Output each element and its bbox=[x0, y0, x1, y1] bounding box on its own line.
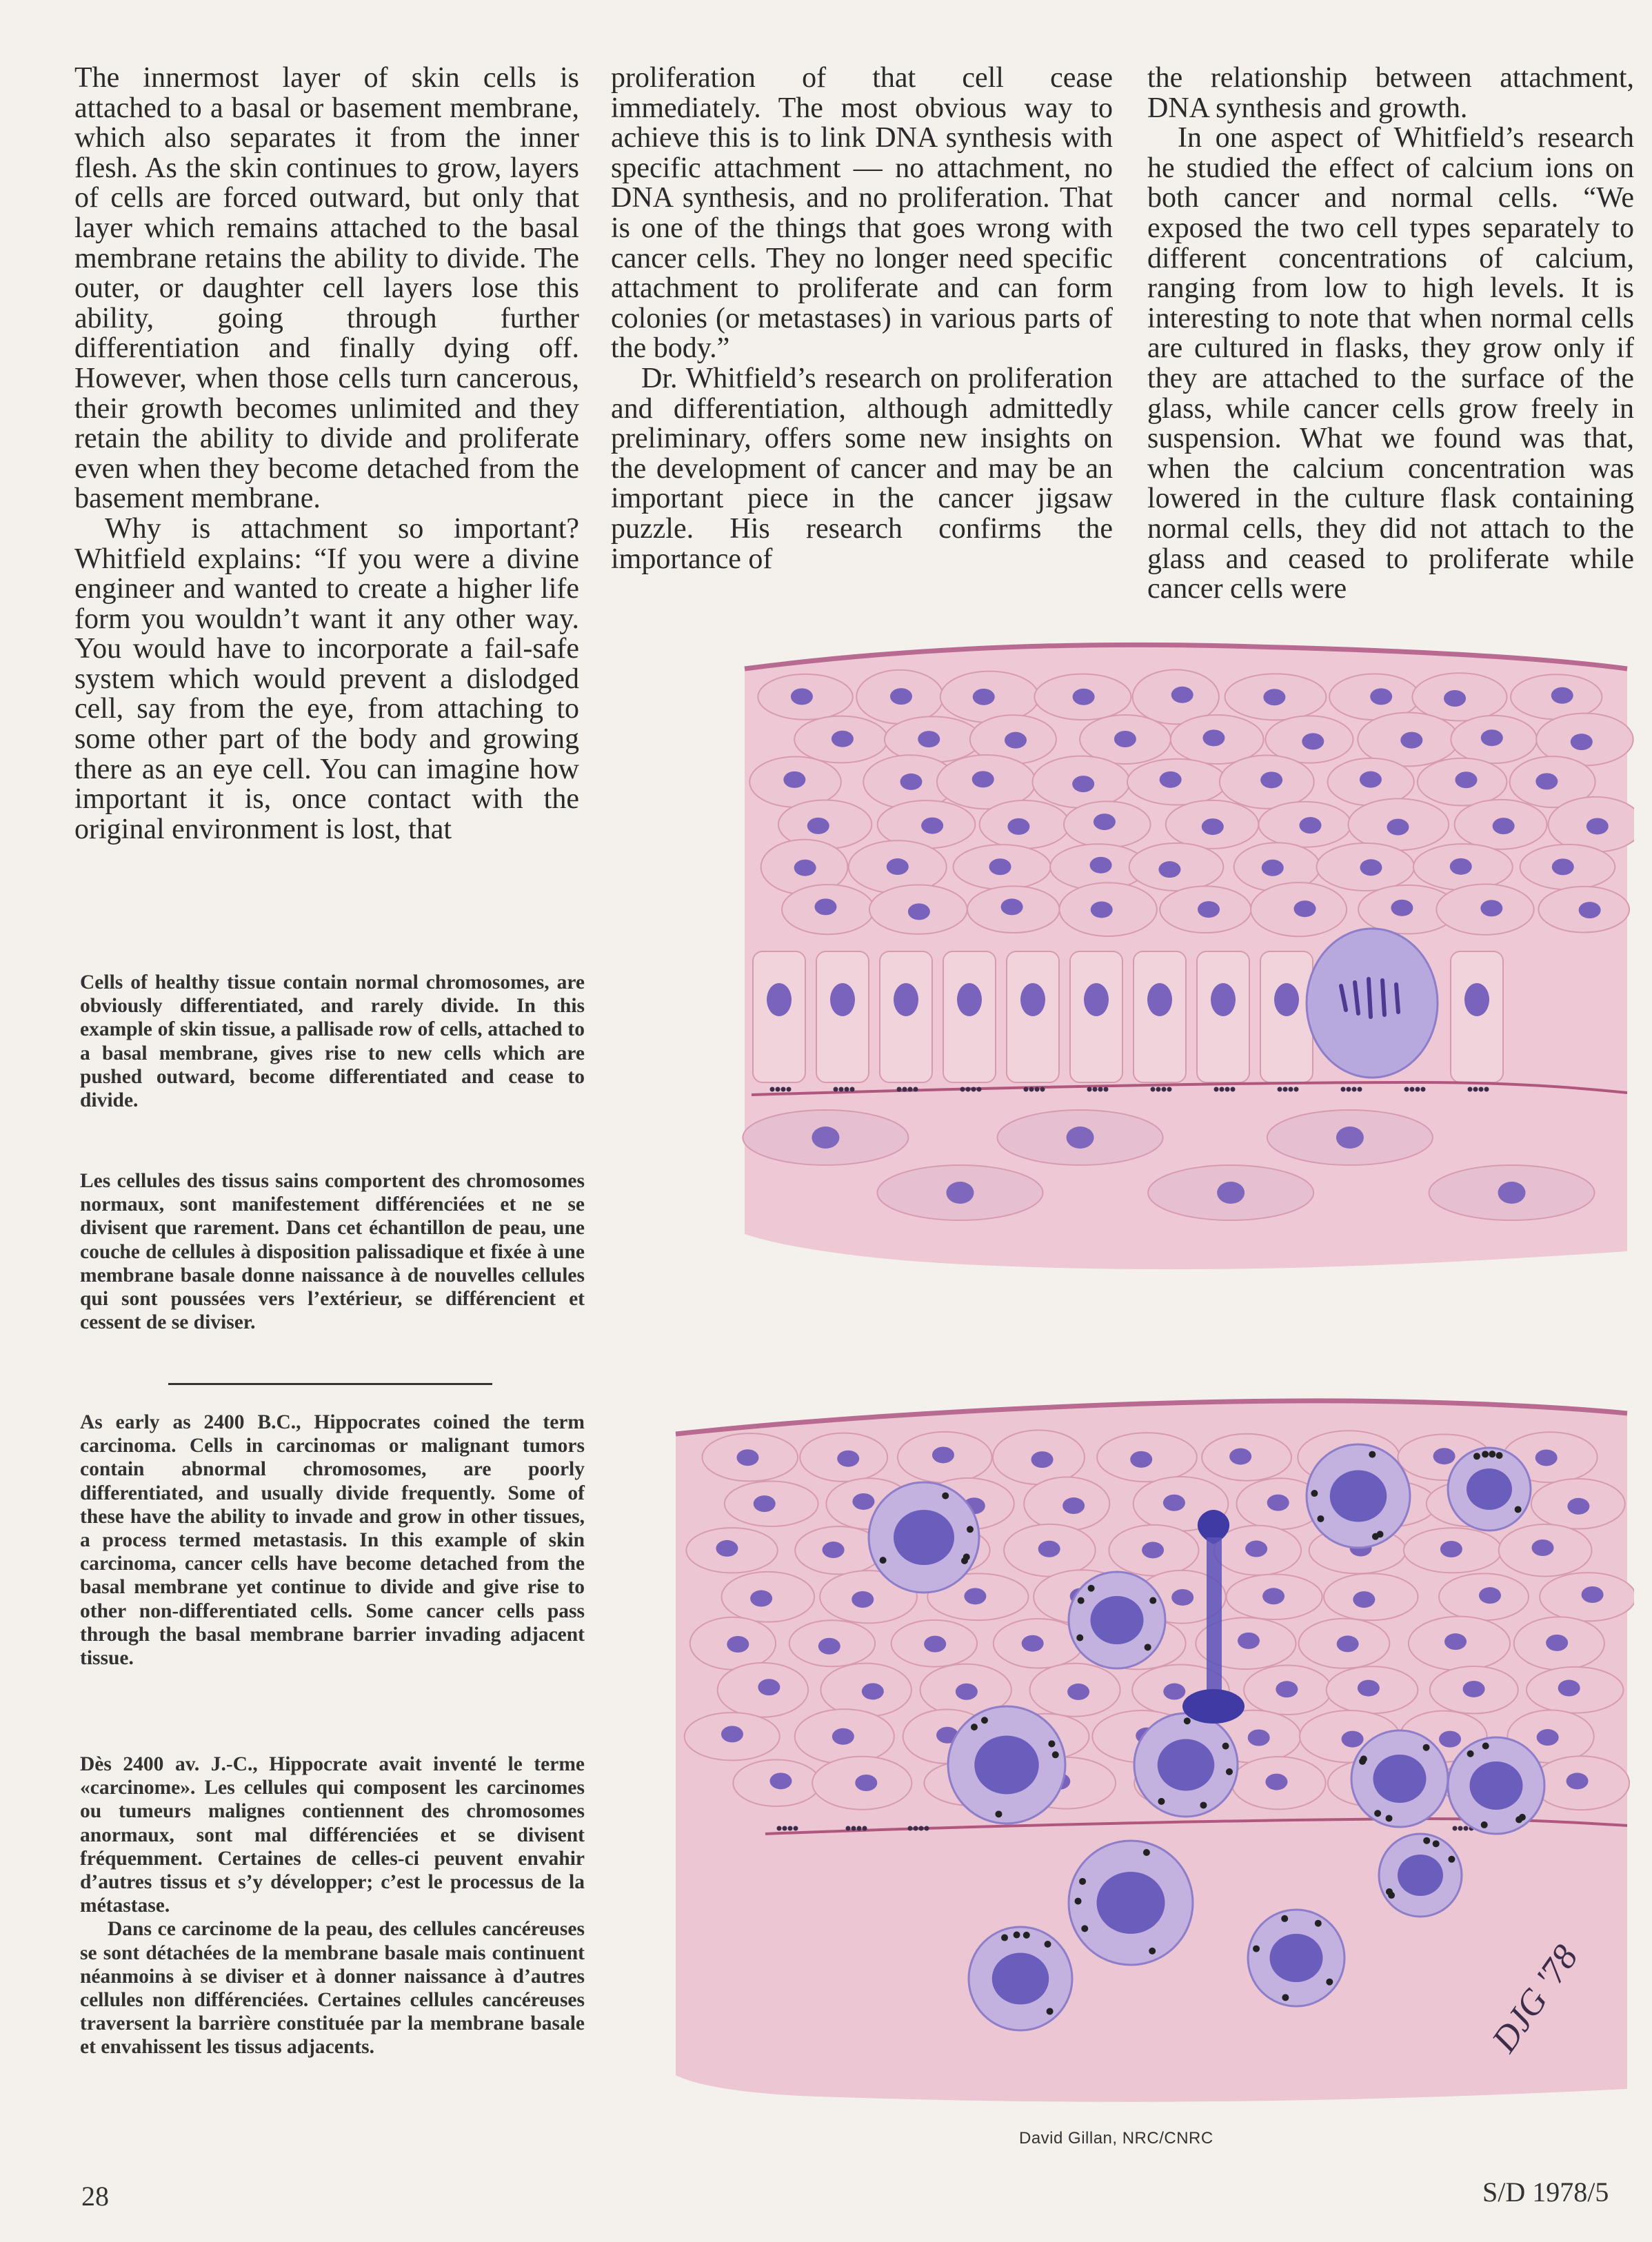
attachment-point bbox=[925, 1826, 929, 1831]
granule bbox=[1473, 1453, 1480, 1460]
cell-nucleus bbox=[1302, 733, 1324, 749]
granule bbox=[1143, 1849, 1150, 1856]
cell-nucleus bbox=[1198, 901, 1220, 918]
cell-nucleus bbox=[1163, 1495, 1185, 1511]
attachment-point bbox=[1035, 1087, 1040, 1092]
cell-nucleus bbox=[1342, 1731, 1364, 1748]
granule bbox=[1369, 1451, 1376, 1458]
granule bbox=[1014, 1931, 1020, 1938]
cell-nucleus bbox=[1262, 1588, 1285, 1604]
granule bbox=[1045, 1941, 1051, 1948]
attachment-point bbox=[1104, 1087, 1109, 1092]
cancer-nucleus bbox=[992, 1953, 1049, 2005]
cell-nucleus bbox=[1444, 690, 1466, 707]
issue-label: S/D 1978/5 bbox=[1482, 2177, 1609, 2208]
attachment-point bbox=[1093, 1087, 1098, 1092]
attachment-point bbox=[1484, 1087, 1489, 1092]
cell-nucleus bbox=[1552, 858, 1574, 875]
cell-nucleus bbox=[769, 1773, 792, 1789]
cell-nucleus bbox=[1579, 902, 1601, 918]
attachment-point bbox=[919, 1826, 924, 1831]
granule bbox=[1088, 1585, 1095, 1592]
cell-nucleus bbox=[1211, 983, 1236, 1016]
cell-nucleus bbox=[1020, 983, 1045, 1016]
cell-nucleus bbox=[1090, 857, 1112, 873]
attachment-point bbox=[863, 1826, 867, 1831]
granule bbox=[1145, 1644, 1151, 1650]
attachment-point bbox=[1479, 1087, 1484, 1092]
granule bbox=[1075, 1898, 1082, 1905]
granule bbox=[1359, 1758, 1366, 1765]
attachment-point bbox=[1087, 1087, 1092, 1092]
attachment-point bbox=[781, 1087, 786, 1092]
cell-nucleus bbox=[832, 1728, 854, 1745]
cell-nucleus bbox=[1464, 983, 1489, 1016]
cell-nucleus bbox=[1444, 1633, 1467, 1650]
cell-nucleus bbox=[812, 1127, 839, 1149]
cell-nucleus bbox=[1001, 898, 1023, 915]
attachment-point bbox=[908, 1087, 913, 1092]
attachment-point bbox=[914, 1826, 918, 1831]
cell-nucleus bbox=[1433, 1448, 1455, 1464]
granule bbox=[1226, 1768, 1233, 1775]
cell-nucleus bbox=[1062, 1497, 1085, 1514]
basal-cell bbox=[1134, 951, 1186, 1082]
attachment-point bbox=[1283, 1087, 1288, 1092]
attachment-point bbox=[1162, 1087, 1167, 1092]
granule bbox=[1281, 1915, 1288, 1922]
cell-nucleus bbox=[1299, 817, 1321, 834]
cell-nucleus bbox=[1276, 1681, 1298, 1697]
article-column-3 bbox=[1147, 63, 1634, 605]
cell-nucleus bbox=[1353, 1591, 1375, 1608]
cell-nucleus bbox=[1567, 1498, 1589, 1515]
granule bbox=[1386, 1815, 1393, 1821]
basal-cell bbox=[1260, 951, 1313, 1082]
cell-nucleus bbox=[1535, 1449, 1558, 1466]
paragraph: Dr. Whitfield’s research on proliferation and differentiation, although admittedly preliminary, offers some new insights on the development of cancer and may be an important piece in the cancer jigsaw puzzle. His research confirms the importance of bbox=[611, 362, 1113, 575]
granule bbox=[1317, 1515, 1324, 1522]
attachment-point bbox=[1225, 1087, 1230, 1092]
attachment-point bbox=[1278, 1087, 1282, 1092]
cell-nucleus bbox=[1067, 1127, 1094, 1149]
photo-credit: David Gillan, NRC/CNRC bbox=[1019, 2129, 1213, 2148]
cell-nucleus bbox=[1091, 901, 1113, 918]
cancer-nucleus bbox=[1398, 1855, 1443, 1896]
granule bbox=[1078, 1597, 1085, 1604]
page-number: 28 bbox=[81, 2181, 109, 2212]
cell-nucleus bbox=[794, 860, 816, 876]
cell-nucleus bbox=[1480, 900, 1502, 916]
cell-nucleus bbox=[1260, 771, 1282, 788]
granule bbox=[1423, 1837, 1430, 1844]
attachment-point bbox=[1156, 1087, 1161, 1092]
cell-nucleus bbox=[852, 1591, 874, 1608]
granule bbox=[1001, 1935, 1008, 1941]
attachment-point bbox=[788, 1826, 793, 1831]
caption-text: As early as 2400 B.C., Hippocrates coined the term carcinoma. Cells in carcinomas or malignant tumors contain abnormal chromosomes, are poorly differentiated, and usually divide frequently. Some of these have the ability to invade and grow in other tissues, a process termed metastasis. In this example of skin carcinoma, cancer cells have become detached from the basal membrane yet continue to divide and give rise to other non-differentiated cells. Some cancer cells pass through the basal membrane barrier invading adjacent tissue. bbox=[80, 1411, 585, 1670]
attachment-point bbox=[846, 1826, 851, 1831]
paragraph: Why is attachment so important? Whitfield explains: “If you were a divine engineer and wanted to create a higher life form you wouldn’t want it any other way. You would have to incorporate a fail-safe system which would prevent a dislodged cell, say from the eye, from attaching to some other part of the body and growing there as an eye cell. You can imagine how important it is, once contact with the original environment is lost, that bbox=[74, 512, 579, 845]
granule bbox=[1079, 1878, 1086, 1885]
attachment-point bbox=[960, 1087, 965, 1092]
article-column-1 bbox=[74, 63, 579, 845]
cell-nucleus bbox=[1440, 1541, 1462, 1557]
granule bbox=[1481, 1821, 1488, 1828]
cell-nucleus bbox=[1114, 731, 1136, 747]
basal-cell bbox=[1451, 951, 1503, 1082]
attachment-point bbox=[1294, 1087, 1299, 1092]
cell-nucleus bbox=[1294, 900, 1316, 917]
cell-nucleus bbox=[1038, 1541, 1060, 1557]
cell-nucleus bbox=[750, 1590, 772, 1607]
cell-nucleus bbox=[1360, 771, 1382, 788]
cancer-nucleus bbox=[1158, 1739, 1215, 1791]
attachment-point bbox=[1352, 1087, 1357, 1092]
attachment-point bbox=[1029, 1087, 1034, 1092]
basal-cell bbox=[943, 951, 996, 1082]
basal-cell bbox=[816, 951, 869, 1082]
cell-nucleus bbox=[1567, 1773, 1589, 1789]
attachment-point bbox=[850, 1087, 855, 1092]
cell-nucleus bbox=[908, 903, 930, 920]
granule bbox=[1023, 1932, 1030, 1939]
cell-nucleus bbox=[754, 1495, 776, 1512]
cell-nucleus bbox=[1007, 818, 1029, 835]
attachment-point bbox=[1341, 1087, 1346, 1092]
cell-nucleus bbox=[758, 1679, 780, 1695]
attachment-point bbox=[1220, 1087, 1225, 1092]
attachment-point bbox=[1347, 1087, 1351, 1092]
cell-nucleus bbox=[814, 898, 836, 915]
attachment-point bbox=[897, 1087, 902, 1092]
cell-nucleus bbox=[973, 689, 995, 705]
cancer-nucleus bbox=[1270, 1934, 1323, 1982]
cancer-tissue-illustration bbox=[662, 1393, 1634, 2110]
granule bbox=[1372, 1533, 1379, 1540]
granule bbox=[1184, 1717, 1191, 1724]
cell-nucleus bbox=[1248, 1730, 1270, 1746]
attachment-point bbox=[1458, 1826, 1463, 1831]
cell-nucleus bbox=[1022, 1635, 1044, 1652]
cell-nucleus bbox=[1202, 818, 1224, 835]
cell-nucleus bbox=[1147, 983, 1172, 1016]
attachment-point bbox=[1410, 1087, 1415, 1092]
granule bbox=[1519, 1814, 1526, 1821]
attachment-point bbox=[1289, 1087, 1293, 1092]
basal-cell bbox=[1007, 951, 1059, 1082]
granule bbox=[1482, 1451, 1489, 1457]
granule bbox=[880, 1557, 887, 1564]
cell-nucleus bbox=[862, 1683, 884, 1699]
basal-cell bbox=[1197, 951, 1249, 1082]
cell-nucleus bbox=[957, 983, 982, 1016]
attachment-point bbox=[1468, 1087, 1473, 1092]
cell-nucleus bbox=[964, 1588, 986, 1604]
cell-nucleus bbox=[1532, 1539, 1554, 1556]
granule bbox=[1253, 1946, 1260, 1952]
attachment-point bbox=[914, 1087, 918, 1092]
attachment-point bbox=[1231, 1087, 1236, 1092]
cell-nucleus bbox=[1391, 900, 1413, 916]
cell-nucleus bbox=[783, 771, 805, 788]
cell-nucleus bbox=[1202, 729, 1225, 746]
granule bbox=[1311, 1490, 1318, 1497]
cell-nucleus bbox=[1571, 734, 1593, 750]
attachment-point bbox=[1167, 1087, 1172, 1092]
granule bbox=[1326, 1979, 1333, 1986]
paragraph: In one aspect of Whitfield’s research he studied the effect of calcium ions on both cancer and normal cells. “We exposed the two cell types separately to different concentrations of calcium, ranging from low to high levels. It is interesting to note that when normal cells are cultured in flasks, they grow only if they are attached to the surface of the glass, while cancer cells grow freely in suspension. What we found was that, when the calcium concentration was lowered in the culture flask containing normal cells, they did not attach to the glass and ceased to proliferate while cancer cells were bbox=[1147, 122, 1634, 605]
granule bbox=[1448, 1856, 1455, 1863]
attachment-point bbox=[776, 1087, 780, 1092]
cell-nucleus bbox=[1439, 1731, 1461, 1748]
cell-nucleus bbox=[1171, 1589, 1193, 1606]
cell-nucleus bbox=[1535, 773, 1558, 789]
attachment-point bbox=[1453, 1826, 1458, 1831]
basal-cell bbox=[880, 951, 932, 1082]
cell-nucleus bbox=[1537, 1729, 1559, 1746]
cell-nucleus bbox=[1370, 688, 1392, 705]
granule bbox=[1515, 1506, 1522, 1513]
caption-cancer-english bbox=[80, 1411, 585, 1670]
artist-signature: DJG '78 bbox=[1484, 1938, 1586, 2059]
granule bbox=[967, 1526, 974, 1533]
cell-nucleus bbox=[1265, 1774, 1287, 1790]
granule bbox=[1052, 1751, 1059, 1758]
cell-nucleus bbox=[1245, 1541, 1267, 1557]
attachment-point bbox=[777, 1826, 782, 1831]
granule bbox=[1386, 1888, 1393, 1895]
paragraph: proliferation of that cell cease immediately. The most obvious way to achieve this is to link DNA synthesis with specific attachment — no attachment, no DNA synthesis, and no proliferation. That is one of the things that goes wrong with cancer cells. They no longer need specific attachment to proliferate and can form colonies (or metastases) in various parts of the body.” bbox=[611, 62, 1113, 365]
caption-divider bbox=[168, 1383, 492, 1385]
cell-nucleus bbox=[1130, 1451, 1152, 1468]
granule bbox=[942, 1493, 949, 1499]
granule bbox=[1158, 1798, 1165, 1805]
cell-nucleus bbox=[1400, 732, 1422, 749]
cell-nucleus bbox=[946, 1182, 974, 1204]
attachment-point bbox=[1421, 1087, 1426, 1092]
cell-nucleus bbox=[736, 1449, 758, 1466]
cancer-nucleus bbox=[1330, 1471, 1387, 1522]
cancer-nucleus bbox=[1091, 1596, 1144, 1644]
cell-nucleus bbox=[818, 1638, 840, 1655]
cell-nucleus bbox=[1142, 1542, 1164, 1558]
cancer-nucleus bbox=[1373, 1755, 1427, 1803]
basal-cell bbox=[1070, 951, 1122, 1082]
cell-nucleus bbox=[1005, 732, 1027, 749]
caption-cancer-french bbox=[80, 1753, 585, 2059]
cell-nucleus bbox=[823, 1542, 845, 1558]
granule bbox=[1489, 1451, 1495, 1457]
cell-nucleus bbox=[855, 1775, 877, 1791]
cell-nucleus bbox=[716, 1540, 738, 1557]
cell-nucleus bbox=[1094, 814, 1116, 830]
granule bbox=[1482, 1743, 1489, 1750]
cell-nucleus bbox=[1073, 689, 1095, 705]
cell-nucleus bbox=[1274, 983, 1299, 1016]
attachment-point bbox=[1151, 1087, 1156, 1092]
granule bbox=[1222, 1743, 1229, 1750]
attachment-point bbox=[783, 1826, 787, 1831]
attachment-point bbox=[1214, 1087, 1219, 1092]
cell-nucleus bbox=[918, 731, 940, 747]
cell-nucleus bbox=[1546, 1635, 1568, 1651]
attachment-point bbox=[794, 1826, 798, 1831]
caption-text: Dès 2400 av. J.-C., Hippocrate avait inventé le terme «carcinome». Les cellules qui composent les carcinomes ou tumeurs malignes contiennent des chromosomes anormaux, sont mal différenciées et se divisent fréquemment. Certaines de celles-ci peuvent envahir d’autres tissus et s’y développer; c’est le processus de la métastase. bbox=[80, 1753, 585, 1917]
cell-nucleus bbox=[1238, 1633, 1260, 1649]
cell-nucleus bbox=[890, 688, 912, 705]
cell-nucleus bbox=[1160, 771, 1182, 788]
cell-nucleus bbox=[1067, 1684, 1089, 1700]
cell-nucleus bbox=[830, 983, 855, 1016]
attachment-point bbox=[1040, 1087, 1045, 1092]
cell-nucleus bbox=[767, 983, 792, 1016]
cell-nucleus bbox=[1493, 818, 1515, 834]
granule bbox=[963, 1553, 970, 1560]
cell-nucleus bbox=[932, 1446, 954, 1463]
cell-nucleus bbox=[852, 1493, 874, 1510]
paragraph: The innermost layer of skin cells is attached to a basal or basement membrane, which also separates it from the inner flesh. As the skin continues to grow, layers of cells are forced outward, but only that layer which remains attached to the basal membrane retains the ability to divide. The outer, or daughter cell layers lose this ability, going through further differentiation and finally dying off. However, when those cells turn cancerous, their growth becomes unlimited and they retain the ability to divide and proliferate even when they become detached from the basement membrane. bbox=[74, 62, 579, 515]
cell-nucleus bbox=[721, 1726, 743, 1742]
attachment-point bbox=[1404, 1087, 1409, 1092]
granule bbox=[1081, 1925, 1088, 1932]
cell-nucleus bbox=[1358, 1680, 1380, 1697]
attachment-point bbox=[903, 1087, 907, 1092]
attachment-point bbox=[971, 1087, 976, 1092]
caption-text: Les cellules des tissus sains comportent des chromosomes normaux, sont manifestement différenciées et ne se divisent que rarement. Dans cet échantillon de peau, une couche de cellules à disposition palissadique et fixée à une membrane basale donne naissance à de nouvelles cellules qui sont poussées vers l’extérieur, se différencient et cessent de se diviser. bbox=[80, 1170, 585, 1334]
cell-nucleus bbox=[727, 1636, 749, 1653]
granule bbox=[1149, 1948, 1156, 1955]
cell-nucleus bbox=[921, 818, 943, 834]
cell-nucleus bbox=[837, 1451, 859, 1467]
attachment-point bbox=[857, 1826, 862, 1831]
article-column-2 bbox=[611, 63, 1113, 574]
granule bbox=[1374, 1810, 1381, 1817]
granule bbox=[1423, 1744, 1430, 1751]
cell-nucleus bbox=[1072, 776, 1094, 792]
attachment-point bbox=[845, 1087, 849, 1092]
attachment-point bbox=[908, 1826, 913, 1831]
cell-nucleus bbox=[1171, 687, 1193, 703]
cell-nucleus bbox=[1229, 1448, 1251, 1465]
cell-nucleus bbox=[894, 983, 918, 1016]
cell-nucleus bbox=[1455, 771, 1477, 788]
attachment-point bbox=[977, 1087, 982, 1092]
cell-nucleus bbox=[1481, 729, 1503, 746]
cell-nucleus bbox=[1262, 860, 1284, 876]
cell-nucleus bbox=[807, 818, 829, 834]
paragraph: the relationship between attachment, DNA synthesis and growth. bbox=[1147, 62, 1634, 124]
cell-nucleus bbox=[924, 1636, 946, 1653]
attachment-point bbox=[1358, 1087, 1362, 1092]
cell-nucleus bbox=[1158, 861, 1180, 878]
granule bbox=[1282, 1994, 1289, 2001]
granule bbox=[1467, 1750, 1474, 1757]
granule bbox=[1496, 1452, 1503, 1459]
attachment-point bbox=[1416, 1087, 1420, 1092]
cell-nucleus bbox=[1163, 1684, 1185, 1700]
cell-nucleus bbox=[1551, 687, 1573, 704]
cell-nucleus bbox=[1337, 1635, 1359, 1652]
cell-nucleus bbox=[832, 731, 854, 747]
cell-nucleus bbox=[1031, 1451, 1054, 1468]
granule bbox=[971, 1724, 978, 1730]
cell-nucleus bbox=[1217, 1182, 1245, 1204]
cell-nucleus bbox=[1586, 818, 1609, 834]
cell-nucleus bbox=[1498, 1182, 1526, 1204]
cell-nucleus bbox=[956, 1684, 978, 1700]
attachment-point bbox=[839, 1087, 844, 1092]
granule bbox=[1315, 1920, 1322, 1927]
granule bbox=[1149, 1597, 1156, 1604]
granule bbox=[995, 1810, 1002, 1817]
cell-nucleus bbox=[887, 858, 909, 875]
granule bbox=[1433, 1840, 1440, 1847]
attachment-point bbox=[1473, 1087, 1478, 1092]
cell-nucleus bbox=[1463, 1681, 1485, 1697]
cell-nucleus bbox=[1267, 1495, 1289, 1511]
attachment-point bbox=[770, 1087, 775, 1092]
attachment-point bbox=[834, 1087, 838, 1092]
caption-healthy-french bbox=[80, 1169, 585, 1334]
cell-nucleus bbox=[1582, 1586, 1604, 1603]
attachment-point bbox=[1464, 1826, 1469, 1831]
cell-nucleus bbox=[900, 774, 922, 790]
basal-cell bbox=[753, 951, 805, 1082]
cancer-nucleus bbox=[1470, 1761, 1523, 1810]
cell-nucleus bbox=[791, 688, 813, 705]
cell-nucleus bbox=[1360, 859, 1382, 876]
caption-text: Cells of healthy tissue contain normal chromosomes, are obviously differentiated, and rarely divide. In this example of skin tissue, a pallisade row of cells, attached to a basal membrane, gives rise to new cells which are pushed outward, become differentiated and cease to divide. bbox=[80, 971, 585, 1112]
cancer-nucleus bbox=[974, 1736, 1039, 1795]
cancer-nucleus bbox=[1467, 1468, 1512, 1510]
cell-nucleus bbox=[1387, 819, 1409, 836]
attachment-point bbox=[1024, 1087, 1029, 1092]
granule bbox=[1048, 1740, 1055, 1747]
attachment-point bbox=[787, 1087, 792, 1092]
granule bbox=[981, 1717, 988, 1724]
granule bbox=[1047, 2008, 1054, 2014]
cancer-nucleus bbox=[1097, 1872, 1165, 1934]
granule bbox=[1076, 1635, 1083, 1642]
attachment-point bbox=[966, 1087, 971, 1092]
cancer-nucleus bbox=[894, 1510, 954, 1565]
cell-nucleus bbox=[1479, 1587, 1501, 1604]
cell-nucleus bbox=[1558, 1680, 1580, 1697]
attachment-point bbox=[852, 1826, 856, 1831]
cell-nucleus bbox=[1336, 1127, 1364, 1149]
cell-nucleus bbox=[1263, 689, 1285, 705]
attachment-point bbox=[1098, 1087, 1103, 1092]
caption-healthy-english bbox=[80, 971, 585, 1112]
mitotic-cell bbox=[1307, 929, 1438, 1078]
cell-nucleus bbox=[972, 771, 994, 787]
cell-nucleus bbox=[989, 858, 1011, 875]
caption-text: Dans ce carcinome de la peau, des cellules cancéreuses se sont détachées de la membrane basale mais continuent néanmoins à se diviser et à donner naissance à d’autres cellules non différenciées. Certaines cellules cancéreuses traversent la barrière constituée par la membrane basale et envahissent les tissus adjacents. bbox=[80, 1918, 585, 2059]
healthy-tissue-illustration bbox=[731, 641, 1634, 1282]
cell-nucleus bbox=[1450, 858, 1472, 875]
cell-nucleus bbox=[1084, 983, 1109, 1016]
granule bbox=[1200, 1801, 1207, 1808]
